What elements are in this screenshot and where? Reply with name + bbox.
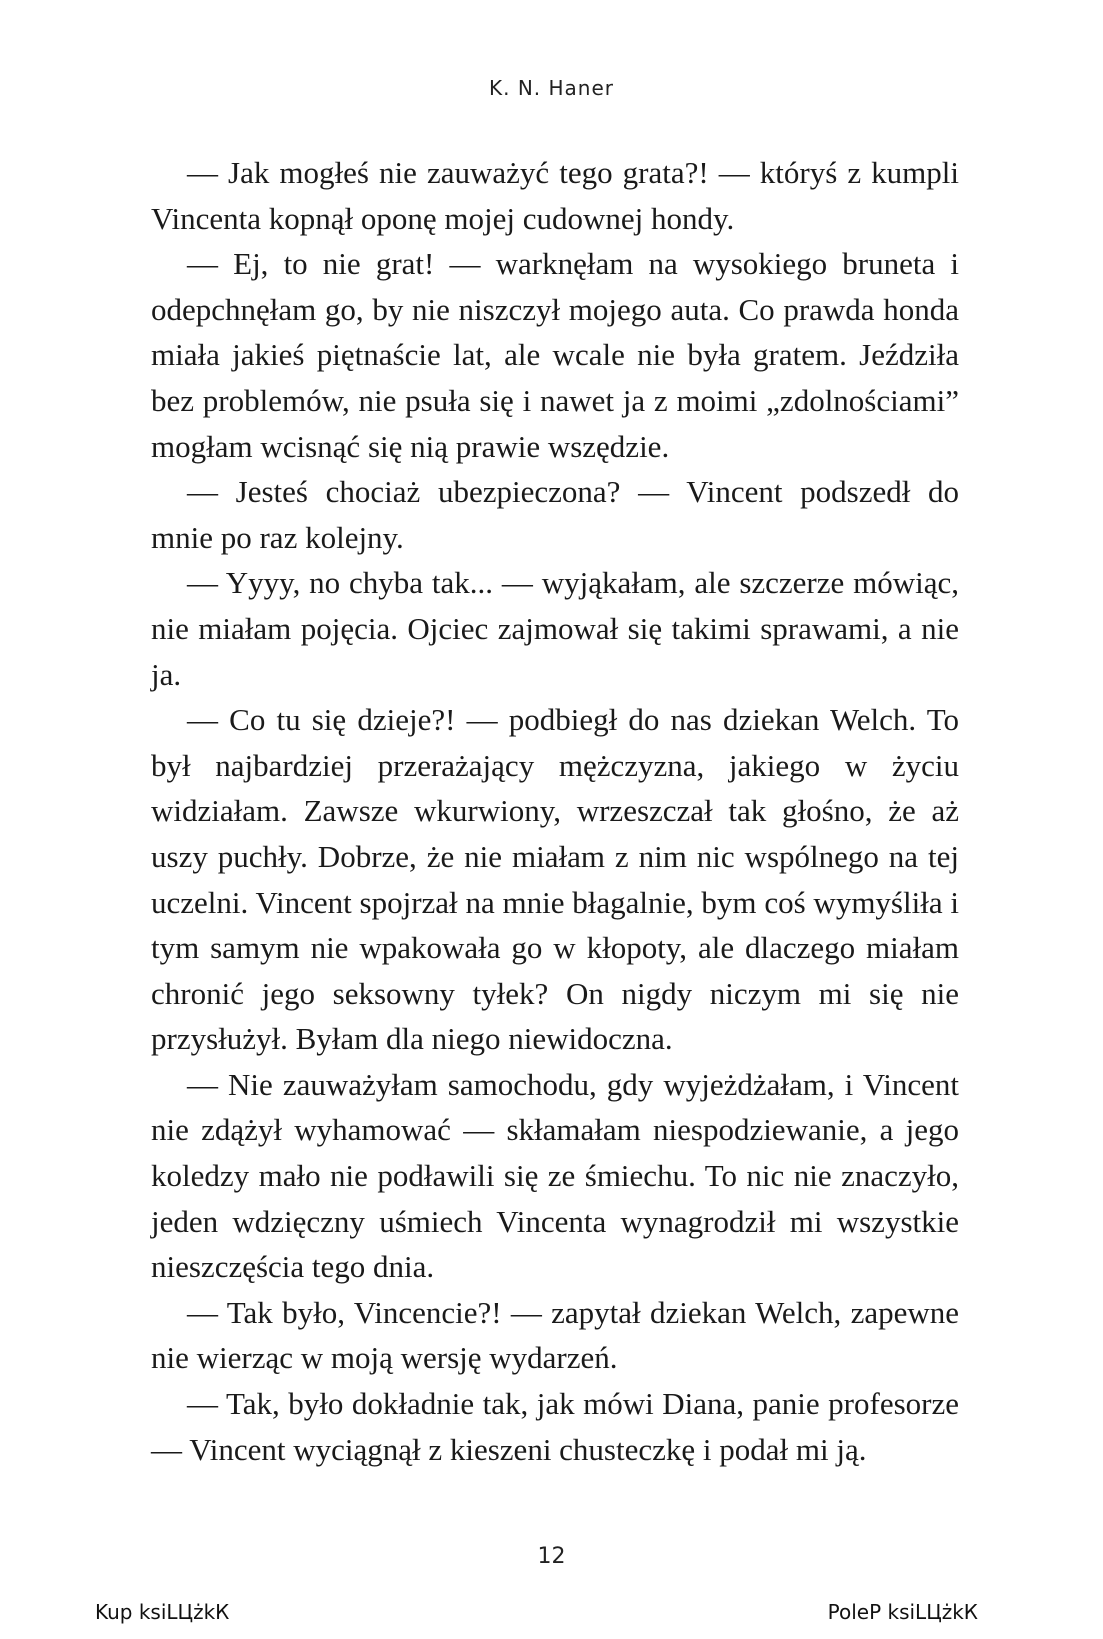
paragraph: — Yyyy, no chyba tak... — wyjąkałam, ale szczerze mówiąc, nie miałam pojęcia. Ojciec zajmował się takimi sprawami, a nie ja. <box>151 565 959 692</box>
running-head: K. N. Haner <box>488 76 614 100</box>
paragraph: — Tak, było dokładnie tak, jak mówi Diana, panie profesorze — Vincent wyciągnął z kieszeni chusteczkę i podał mi ją. <box>151 1386 959 1467</box>
body-text <box>151 150 959 1472</box>
paragraph: — Jesteś chociaż ubezpieczona? — Vincent podszedł do mnie po raz kolejny. <box>151 474 959 555</box>
recommend-book-link[interactable]: PoleР ksiLЦżkК <box>827 1600 978 1624</box>
paragraph: — Co tu się dzieje?! — podbiegł do nas dziekan Welch. To był najbardziej przerażający mężczyzna, jakiego w życiu widziałam. Zawsze wkurwiony, wrzeszczał tak głośno, że aż uszy puchły. Dobrze, że nie miałam z nim nic wspólnego na tej uczelni. Vincent spojrzał na mnie błagalnie, bym coś wymyśliła i tym samym nie wpakowała go w kłopoty, ale dlaczego miałam chronić jego seksowny tyłek? On nigdy niczym mi się nie przysłużył. Byłam dla niego niewidoczna. <box>151 702 959 1057</box>
paragraph: — Jak mogłeś nie zauważyć tego grata?! — któryś z kumpli Vincenta kopnął oponę mojej cudownej hondy. <box>151 155 959 236</box>
paragraph: — Tak było, Vincencie?! — zapytał dziekan Welch, zapewne nie wierząc w moją wersję wydarzeń. <box>151 1294 959 1376</box>
page-number: 12 <box>537 1544 566 1569</box>
paragraph: — Ej, to nie grat! — warknęłam na wysokiego bruneta i odepchnęłam go, by nie niszczył mojego auta. Co prawda honda miała jakieś piętnaście lat, ale wcale nie była gratem. Jeździła bez problemów, nie psuła się i nawet ja z moimi „zdolnościami” mogłam wcisnąć się nią prawie wszędzie. <box>151 246 959 464</box>
paragraph: — Nie zauważyłam samochodu, gdy wyjeżdżałam, i Vincent nie zdążył wyhamować — skłamałam niespodziewanie, a jego koledzy mało nie podławili się ze śmiechu. To nic nie znaczyło, jeden wdzięczny uśmiech Vincenta wynagrodził mi wszystkie nieszczęścia tego dnia. <box>151 1066 959 1285</box>
buy-book-link[interactable]: Kup ksiLЦżkК <box>95 1600 230 1624</box>
